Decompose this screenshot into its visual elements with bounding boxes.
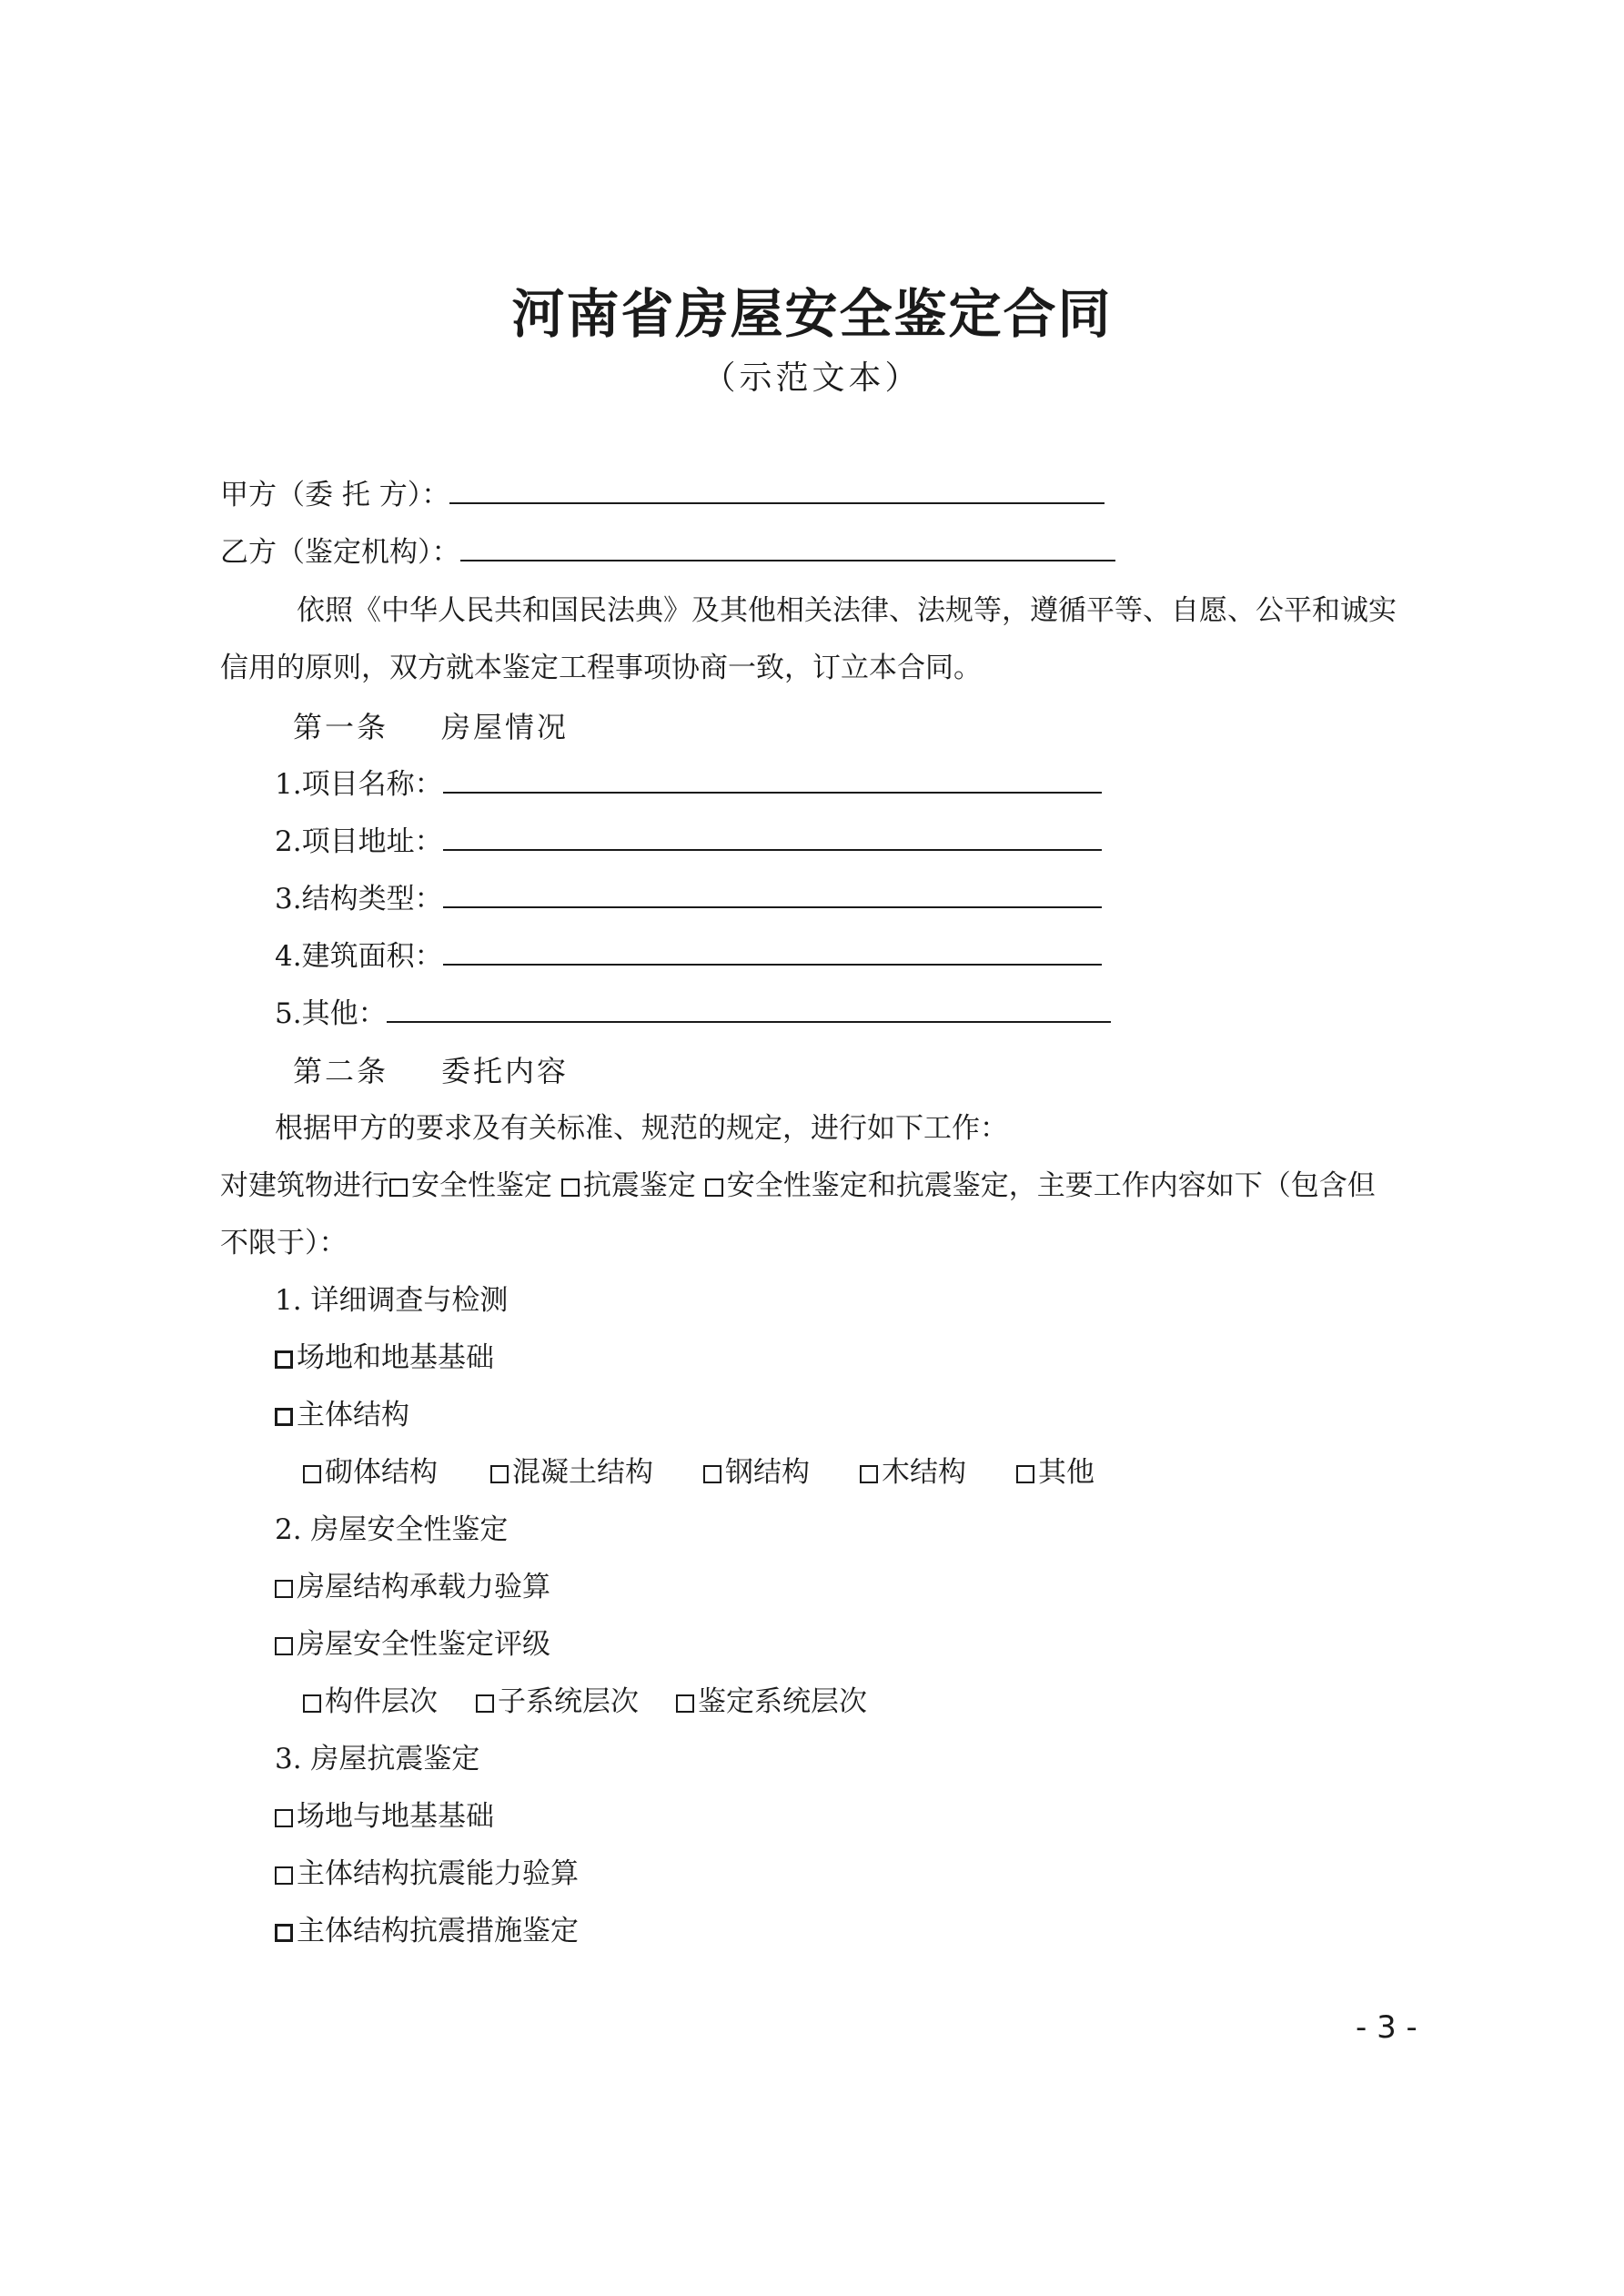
section-1-item-site-foundation: [275, 1338, 494, 1378]
preamble-paragraph: 依照《中华人民共和国民法典》及其他相关法律、法规等，遵循平等、自愿、公平和诚实信用的原则，双方就本鉴定工程事项协商一致，订立本合同。: [220, 594, 1397, 684]
section-3-title: 3. 房屋抗震鉴定: [275, 1743, 480, 1775]
scope-suffix: 不限于）：: [220, 1227, 348, 1259]
section-2-item-safety-rating: [275, 1624, 550, 1664]
section-3-item-seismic-measures: [275, 1911, 579, 1951]
option-concrete: [490, 1452, 703, 1492]
item-label: 房屋安全性鉴定评级: [297, 1628, 550, 1661]
option-label: 砌体结构: [325, 1456, 438, 1489]
option-other: [1016, 1452, 1094, 1492]
checkbox[interactable]: [275, 1809, 293, 1827]
party-a-label: 甲方（委 托 方）：: [220, 479, 450, 511]
option-label: 安全性鉴定和抗震鉴定，主要工作内容如下（包含但: [726, 1169, 1376, 1202]
page-number: - 3 -: [1356, 2009, 1417, 2046]
checkbox[interactable]: [275, 1866, 293, 1885]
checkbox[interactable]: [275, 1350, 293, 1369]
section-3-item-site-foundation: [275, 1796, 494, 1836]
section-2-item-capacity-check: [275, 1567, 550, 1607]
field-label: 4.建筑面积：: [275, 940, 443, 973]
item-label: 场地与地基基础: [297, 1800, 494, 1833]
checkbox[interactable]: [303, 1694, 321, 1713]
option-label: 鉴定系统层次: [698, 1685, 867, 1718]
option-label: 其他: [1038, 1456, 1094, 1489]
item-label: 主体结构: [297, 1399, 409, 1431]
article-1-name: 房屋情况: [441, 710, 570, 744]
building-area-blank[interactable]: [443, 936, 1102, 966]
item-label: 场地和地基基础: [297, 1341, 494, 1374]
option-masonry: [303, 1452, 490, 1492]
checkbox-seismic-appraisal[interactable]: [561, 1178, 580, 1197]
field-row-structure-type: [275, 879, 1102, 919]
option-steel: [703, 1452, 860, 1492]
option-label: 钢结构: [725, 1456, 810, 1489]
field-row-building-area: [275, 936, 1102, 976]
checkbox[interactable]: [1016, 1465, 1034, 1483]
checkbox[interactable]: [275, 1408, 293, 1426]
field-label: 5.其他：: [275, 997, 387, 1030]
project-name-blank[interactable]: [443, 764, 1102, 794]
checkbox[interactable]: [303, 1465, 321, 1483]
party-b-blank[interactable]: [460, 532, 1115, 561]
project-address-blank[interactable]: [443, 822, 1102, 851]
item-label: 主体结构抗震能力验算: [297, 1857, 579, 1890]
other-blank[interactable]: [387, 994, 1111, 1023]
rating-level-options: [303, 1682, 867, 1722]
checkbox-safety-appraisal[interactable]: [389, 1178, 408, 1197]
option-label: 安全性鉴定: [411, 1169, 552, 1202]
option-label: 木结构: [882, 1456, 966, 1489]
article-2-number: 第二条: [293, 1054, 389, 1088]
party-b-label: 乙方（鉴定机构）：: [220, 536, 460, 569]
party-a-row: [220, 475, 1105, 515]
option-label: 抗震鉴定: [582, 1169, 696, 1202]
structure-type-options: [303, 1452, 1094, 1492]
article-1-heading: [293, 707, 569, 747]
field-label: 2.项目地址：: [275, 825, 443, 858]
section-2-title: 2. 房屋安全性鉴定: [275, 1513, 509, 1546]
field-label: 1.项目名称：: [275, 768, 443, 801]
checkbox[interactable]: [490, 1465, 509, 1483]
option-system-level: [676, 1682, 867, 1722]
item-label: 房屋结构承载力验算: [297, 1571, 550, 1603]
field-row-project-address: [275, 822, 1102, 862]
article-1-number: 第一条: [293, 710, 389, 744]
option-component-level: [303, 1682, 476, 1722]
structure-type-blank[interactable]: [443, 879, 1102, 908]
field-label: 3.结构类型：: [275, 883, 443, 915]
article-2-intro: 根据甲方的要求及有关标准、规范的规定，进行如下工作：: [275, 1112, 1008, 1145]
option-label: 构件层次: [325, 1685, 438, 1718]
checkbox[interactable]: [703, 1465, 721, 1483]
checkbox[interactable]: [860, 1465, 878, 1483]
item-label: 主体结构抗震措施鉴定: [297, 1915, 579, 1947]
article-2-name: 委托内容: [441, 1054, 570, 1088]
scope-row: [220, 1166, 1376, 1206]
checkbox[interactable]: [275, 1924, 293, 1942]
document-title: 河南省房屋安全鉴定合同: [511, 283, 1113, 345]
article-2-heading: [293, 1051, 569, 1091]
checkbox-safety-and-seismic-appraisal[interactable]: [705, 1178, 723, 1197]
option-label: 混凝土结构: [512, 1456, 653, 1489]
field-row-project-name: [275, 764, 1102, 804]
document-subtitle: （示范文本）: [702, 359, 922, 397]
party-a-blank[interactable]: [449, 475, 1105, 504]
option-timber: [860, 1452, 1016, 1492]
section-1-item-main-structure: [275, 1395, 409, 1435]
option-subsystem-level: [476, 1682, 676, 1722]
section-1-title: 1. 详细调查与检测: [275, 1284, 509, 1317]
checkbox[interactable]: [275, 1637, 293, 1655]
party-b-row: [220, 532, 1115, 572]
checkbox[interactable]: [476, 1694, 494, 1713]
option-label: 子系统层次: [498, 1685, 639, 1718]
section-3-item-seismic-capacity: [275, 1854, 579, 1894]
checkbox[interactable]: [676, 1694, 694, 1713]
scope-prefix: 对建筑物进行: [220, 1169, 389, 1202]
checkbox[interactable]: [275, 1580, 293, 1598]
field-row-other: [275, 994, 1111, 1034]
